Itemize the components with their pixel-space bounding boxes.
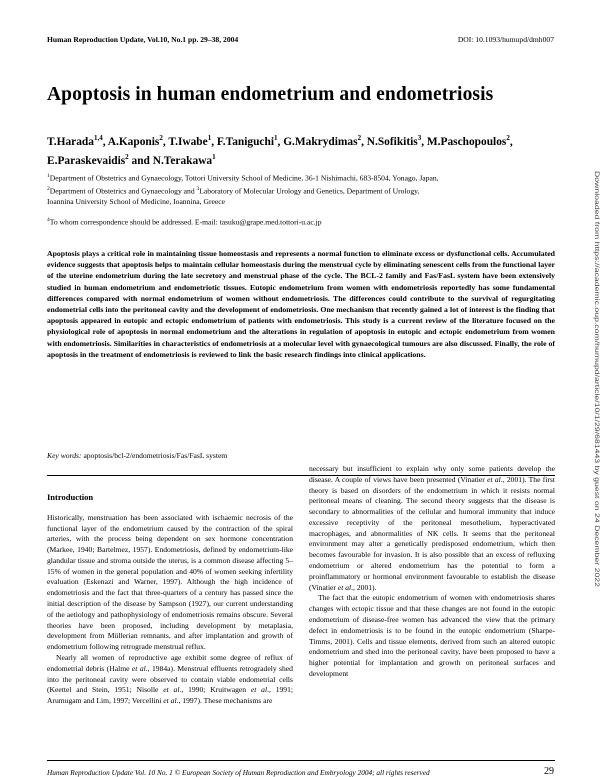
paragraph: The fact that the eutopic endometrium of women with endometriosis shares changes with ectopic tissue and that these changes are not found in the eutopic endometrium of disease-free women has advanced the view that the primary defect in endometriosis is to be found in the eutopic endometrium (Sharpe-Timms, 2001). Cells and tissue elements, derived from such an altered eutopic endometrium and shed into the peritoneal cavity, have been proposed to have a higher potential for implantation and growth on peritoneal surfaces and development (309, 593, 555, 678)
paragraph: necessary but insufficient to explain why only some patients develop the disease. A couple of views have been presented (Vinatier et al., 2001). The first theory is based on disorders of the endometrium in which it resists normal peritoneal means of cleaning. The second theory suggests that the disease is secondary to abnormalities of the cellular and humoral immunity that induce excessive receptivity of the peritoneal mesothelium, hyperactivated macrophages, and abnormalities of NK cells. It seems that the peritoneal environment may alter a genetically predisposed endometrium, which then becomes favourable for invasion. It is also possible that an excess of refluxing endometrium or altered endometrium has the potential to form a proinflammatory or hormonal environment favourable to establish the disease (Vinatier et al., 2001). (309, 464, 555, 592)
keywords-text: apoptosis/bcl-2/endometriosis/Fas/FasL system (83, 451, 228, 460)
paragraph: Nearly all women of reproductive age exhibit some degree of reflux of endometrial debris (Halme et al., 1984a). Menstrual effluents retrogradely shed into the peritoneal cavity were observed to contain viable endometrial cells (Keettel and Stein, 1951; Nisolle et al., 1990; Kruitwagen et al., 1991; Arumugam and Lim, 1997; Vercellini et al., 1997). These mechanisms are (47, 652, 294, 706)
left-column (47, 492, 293, 707)
keywords-label: Key words: (47, 451, 82, 460)
affiliation-line: $^1$Department of Obstetrics and Gynaecology, Tottori University School of Medicine, 36-1 Nishimachi, 683-8504, Yonago, Japan, (47, 173, 439, 183)
footer-divider (47, 760, 555, 761)
paper-title: Apoptosis in human endometrium and endometriosis (47, 84, 494, 105)
affiliation-line: Ioannina University School of Medicine, Ioannina, Greece (47, 197, 225, 207)
paragraph: Historically, menstruation has been associated with ischaemic necrosis of the functional layer of the endometrium caused by the contraction of the spiral arteries, with the process being dependent on sex hormone concentration (Markee, 1940; Bartelmez, 1957). Endometriosis, defined by endometrium-like glandular tissue and stroma outside the uterus, is a common disease affecting 5–15% of women in the general population and 40% of women seeking infertility evaluation (Eskenazi and Warner, 1997). Although the high incidence of endometriosis and the fact that three-quarters of a century has passed since the initial description of the disease by Sampson (1927), our current understanding of the aetiology and pathophysiology of endometriosis remains obscure. Several theories have been proposed, including development by metaplasia, development from Müllerian remnants, and after implantation and growth of endometrium following retrograde menstrual reflux. (47, 512, 293, 652)
affiliations (47, 171, 555, 208)
journal-header: Human Reproduction Update, Vol.10, No.1 pp. 29–38, 2004 (47, 35, 239, 44)
doi-header: DOI: 10.1093/humupd/dmh007 (457, 35, 554, 44)
abstract: Apoptosis plays a critical role in maintaining tissue homeostasis and represents a normal function to eliminate excess or dysfunctional cells. Accumulated evidence suggests that apoptosis helps to maintain cellular homeostasis during the menstrual cycle by eliminating senescent cells from the functional layer of the uterine endometrium during the late secretory and menstrual phase of the cycle. The BCL-2 family and Fas/FasL system have been extensively studied in human endometrium and endometriotic tissues. Eutopic endometrium from women with endometriosis reportedly has some fundamental differences compared with normal endometrium of women without endometriosis. The differences could contribute to the survival of regurgitating endometrial cells into the peritoneal cavity and the development of endometriosis. One mechanism that recently gained a lot of interest is the finding that apoptosis appeared in eutopic and ectopic endometrium of patients with endometriosis. This study is a current review of the literature focused on the physiological role of apoptosis in normal endometrium and the alterations in regulation of apoptosis in eutopic and ectopic endometrium from women with endometriosis. Similarities in characteristics of endometriosis at a molecular level with gynaecological tumours are also discussed. Finally, the role of apoptosis in the treatment of endometriosis is reviewed to link the basic research findings into clinical applications. (47, 249, 555, 359)
page-number: 29 (544, 766, 554, 777)
download-watermark (589, 171, 600, 589)
section-heading-introduction: Introduction (47, 492, 94, 502)
watermark-text: Downloaded from https://academic.oup.com/humupd/article/10/1/29/681443 by guest on 24 December 2022 (593, 171, 600, 496)
copyright-footer: Human Reproduction Update Vol. 10 No. 1 © European Society of Human Reproduction and Embryology 2004; all rights reserved (47, 768, 430, 777)
affiliation-line: $^2$Department of Obstetrics and Gynaecology and $^3$Laboratory of Molecular Urology and Genetics, Department of Urology, (47, 186, 420, 196)
right-column (309, 464, 555, 680)
author-list: T.Harada$^{1,4}$, A.Kaponis$^2$, T.Iwabe$^1$, F.Taniguchi$^1$, G.Makrydimas$^2$, N.Sofikitis$^3$, M.Paschopoulos$^2$, E.Paraskevaidis$^2$ and N.Terakawa$^1$ (47, 134, 513, 168)
keywords (47, 451, 227, 460)
correspondence-note: $^4$To whom correspondence should be addressed. E-mail: tasuku@grape.med.tottori-u.ac.jp (47, 217, 322, 227)
